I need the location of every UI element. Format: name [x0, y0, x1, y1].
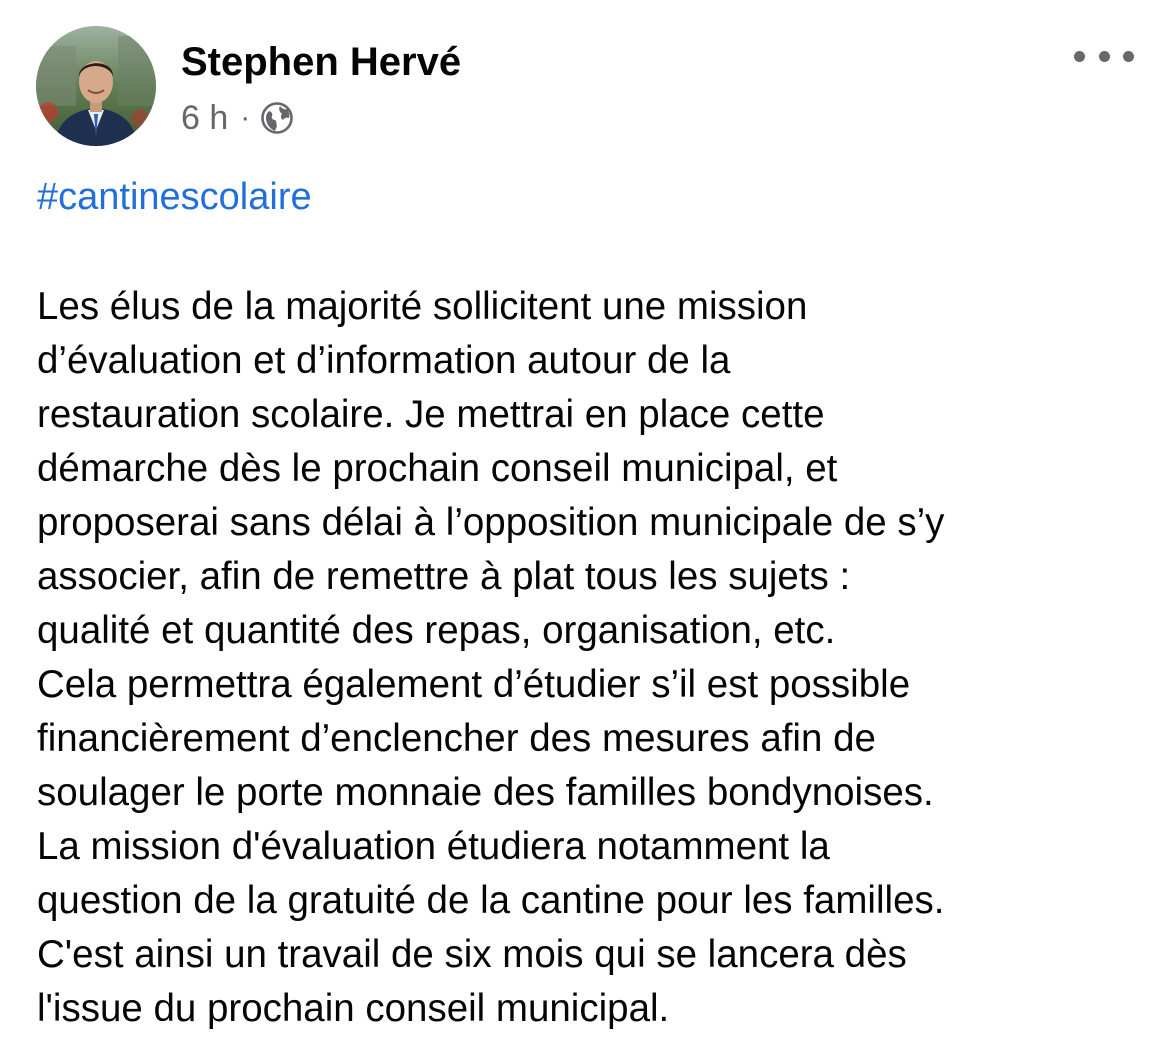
more-options-icon	[1123, 51, 1134, 62]
post-body-line: démarche dès le prochain conseil municipal, et	[37, 447, 838, 490]
post-body-line: associer, afin de remettre à plat tous les sujets :	[37, 555, 851, 598]
post-body-line: l'issue du prochain conseil municipal.	[37, 987, 670, 1030]
more-options-button[interactable]	[1074, 38, 1134, 74]
post-body-line: La mission d'évaluation étudiera notamment la	[37, 825, 830, 868]
post-timestamp[interactable]: 6 h	[181, 98, 229, 137]
post-body-line: restauration scolaire. Je mettrai en place cette	[37, 393, 825, 436]
more-options-icon	[1099, 51, 1110, 62]
post-body-line: d’évaluation et d’information autour de la	[37, 339, 731, 382]
globe-icon	[260, 101, 294, 135]
meta-separator: ·	[240, 101, 251, 134]
post-meta	[181, 96, 294, 140]
post-body-line: financièrement d’enclencher des mesures afin de	[37, 717, 876, 760]
hashtag-link[interactable]: #cantinescolaire	[37, 176, 312, 218]
post-body-line: C'est ainsi un travail de six mois qui se lancera dès	[37, 933, 907, 976]
avatar-photo	[36, 26, 156, 146]
post-body-line: soulager le porte monnaie des familles bondynoises.	[37, 771, 934, 814]
more-options-icon	[1074, 51, 1085, 62]
author-name[interactable]: Stephen Hervé	[181, 40, 462, 84]
post-body	[37, 280, 1147, 1036]
post-body-line: question de la gratuité de la cantine pour les familles.	[37, 879, 945, 922]
post-body-line: proposerai sans délai à l’opposition municipale de s’y	[37, 501, 945, 544]
post-body-line: qualité et quantité des repas, organisation, etc.	[37, 609, 836, 652]
author-avatar[interactable]	[36, 26, 156, 146]
post-body-line: Les élus de la majorité sollicitent une mission	[37, 285, 808, 328]
post-body-line: Cela permettra également d’étudier s’il est possible	[37, 663, 911, 706]
